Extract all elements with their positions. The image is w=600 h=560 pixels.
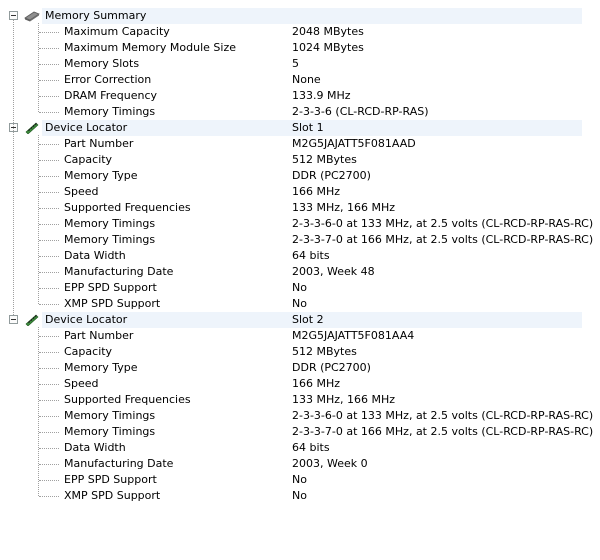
property-value: 133 MHz, 166 MHz (292, 201, 396, 214)
property-row[interactable] (0, 328, 600, 344)
property-row[interactable] (0, 184, 600, 200)
property-row[interactable] (0, 424, 600, 440)
group-header-row[interactable] (0, 8, 600, 24)
tree-connector (39, 336, 59, 337)
property-value: 133.9 MHz (292, 89, 351, 102)
memory-chip-icon (24, 10, 40, 22)
tree-connector (39, 368, 59, 369)
property-value: 2003, Week 0 (292, 457, 368, 470)
tree-connector (39, 352, 59, 353)
property-value: DDR (PC2700) (292, 169, 371, 182)
property-label: Memory Timings (64, 217, 156, 230)
property-label: Manufacturing Date (64, 265, 174, 278)
tree-connector (39, 32, 59, 33)
group-header-row[interactable] (0, 312, 600, 328)
tree-connector (39, 256, 59, 257)
tree-line-outer (13, 20, 14, 315)
tree-connector (39, 80, 59, 81)
property-row[interactable] (0, 376, 600, 392)
tree-connector (39, 400, 59, 401)
property-row[interactable] (0, 344, 600, 360)
property-value: 5 (292, 57, 299, 70)
tree-connector (39, 144, 59, 145)
property-row[interactable] (0, 264, 600, 280)
tree-connector (39, 48, 59, 49)
tree-connector (39, 224, 59, 225)
property-row[interactable] (0, 408, 600, 424)
property-value: No (292, 473, 307, 486)
property-row[interactable] (0, 280, 600, 296)
tree-connector (39, 496, 59, 497)
property-row[interactable] (0, 472, 600, 488)
property-value: None (292, 73, 321, 86)
property-value: 2-3-3-7-0 at 166 MHz, at 2.5 volts (CL-RCD-RP-RAS-RC) (292, 425, 594, 438)
property-row[interactable] (0, 488, 600, 504)
group-header-row[interactable] (0, 120, 600, 136)
property-row[interactable] (0, 104, 600, 120)
property-label: Speed (64, 377, 99, 390)
property-value: 512 MBytes (292, 345, 357, 358)
tree-connector (39, 432, 59, 433)
property-row[interactable] (0, 440, 600, 456)
property-value: 166 MHz (292, 185, 341, 198)
property-row[interactable] (0, 56, 600, 72)
property-row[interactable] (0, 136, 600, 152)
group-title: Device Locator (45, 121, 128, 134)
property-row[interactable] (0, 216, 600, 232)
property-row[interactable] (0, 200, 600, 216)
property-label: Capacity (64, 153, 113, 166)
tree-line-inner (38, 135, 39, 304)
property-row[interactable] (0, 248, 600, 264)
tree-connector (39, 448, 59, 449)
property-label: Supported Frequencies (64, 201, 191, 214)
property-label: XMP SPD Support (64, 489, 161, 502)
property-value: 512 MBytes (292, 153, 357, 166)
property-label: Memory Timings (64, 233, 156, 246)
property-value: DDR (PC2700) (292, 361, 371, 374)
tree-connector (39, 176, 59, 177)
property-label: Memory Type (64, 361, 138, 374)
group-value: Slot 2 (292, 313, 324, 326)
tree-line-inner (38, 327, 39, 496)
tree-connector (39, 160, 59, 161)
tree-connector (39, 192, 59, 193)
property-row[interactable] (0, 40, 600, 56)
property-label: Manufacturing Date (64, 457, 174, 470)
property-value: 2-3-3-7-0 at 166 MHz, at 2.5 volts (CL-RCD-RP-RAS-RC) (292, 233, 594, 246)
tree-connector (39, 288, 59, 289)
property-row[interactable] (0, 24, 600, 40)
property-row[interactable] (0, 296, 600, 312)
tree-connector (39, 64, 59, 65)
property-row[interactable] (0, 152, 600, 168)
group-title: Memory Summary (45, 9, 147, 22)
property-value: No (292, 489, 307, 502)
property-row[interactable] (0, 72, 600, 88)
property-label: EPP SPD Support (64, 281, 157, 294)
property-label: Part Number (64, 137, 134, 150)
property-row[interactable] (0, 392, 600, 408)
property-label: Memory Timings (64, 409, 156, 422)
property-value: 64 bits (292, 249, 330, 262)
property-value: M2G5JAJATT5F081AA4 (292, 329, 415, 342)
property-value: M2G5JAJATT5F081AAD (292, 137, 416, 150)
property-label: Part Number (64, 329, 134, 342)
tree-connector (39, 112, 59, 113)
tree-connector (39, 304, 59, 305)
tree-group (0, 120, 600, 312)
tree-group (0, 312, 600, 504)
tree-connector (39, 416, 59, 417)
tree-connector (39, 96, 59, 97)
tree-connector (39, 240, 59, 241)
memory-tree-view[interactable] (0, 8, 600, 504)
property-label: Memory Slots (64, 57, 140, 70)
tree-connector (39, 384, 59, 385)
tree-group (0, 8, 600, 120)
property-label: Maximum Memory Module Size (64, 41, 237, 54)
collapse-toggle-icon[interactable] (9, 11, 18, 20)
property-label: Error Correction (64, 73, 152, 86)
property-value: 2048 MBytes (292, 25, 364, 38)
property-label: XMP SPD Support (64, 297, 161, 310)
property-label: Speed (64, 185, 99, 198)
property-label: Maximum Capacity (64, 25, 170, 38)
property-value: 64 bits (292, 441, 330, 454)
property-row[interactable] (0, 168, 600, 184)
property-row[interactable] (0, 456, 600, 472)
property-label: Data Width (64, 441, 126, 454)
property-label: EPP SPD Support (64, 473, 157, 486)
property-label: Memory Type (64, 169, 138, 182)
property-value: No (292, 297, 307, 310)
property-label: Memory Timings (64, 425, 156, 438)
tree-line-inner (38, 23, 39, 112)
property-label: Memory Timings (64, 105, 156, 118)
memory-module-icon (24, 314, 40, 326)
property-value: 2-3-3-6-0 at 133 MHz, at 2.5 volts (CL-RCD-RP-RAS-RC) (292, 217, 594, 230)
property-value: 2-3-3-6-0 at 133 MHz, at 2.5 volts (CL-RCD-RP-RAS-RC) (292, 409, 594, 422)
tree-connector (39, 480, 59, 481)
property-value: No (292, 281, 307, 294)
tree-connector (39, 272, 59, 273)
tree-connector (39, 208, 59, 209)
property-label: Supported Frequencies (64, 393, 191, 406)
property-value: 166 MHz (292, 377, 341, 390)
property-row[interactable] (0, 360, 600, 376)
property-label: DRAM Frequency (64, 89, 158, 102)
property-value: 1024 MBytes (292, 41, 364, 54)
property-row[interactable] (0, 88, 600, 104)
property-label: Capacity (64, 345, 113, 358)
property-value: 2003, Week 48 (292, 265, 375, 278)
property-value: 133 MHz, 166 MHz (292, 393, 396, 406)
collapse-toggle-icon[interactable] (9, 315, 18, 324)
property-row[interactable] (0, 232, 600, 248)
group-title: Device Locator (45, 313, 128, 326)
tree-connector (39, 464, 59, 465)
property-value: 2-3-3-6 (CL-RCD-RP-RAS) (292, 105, 429, 118)
property-label: Data Width (64, 249, 126, 262)
group-value: Slot 1 (292, 121, 324, 134)
memory-module-icon (24, 122, 40, 134)
